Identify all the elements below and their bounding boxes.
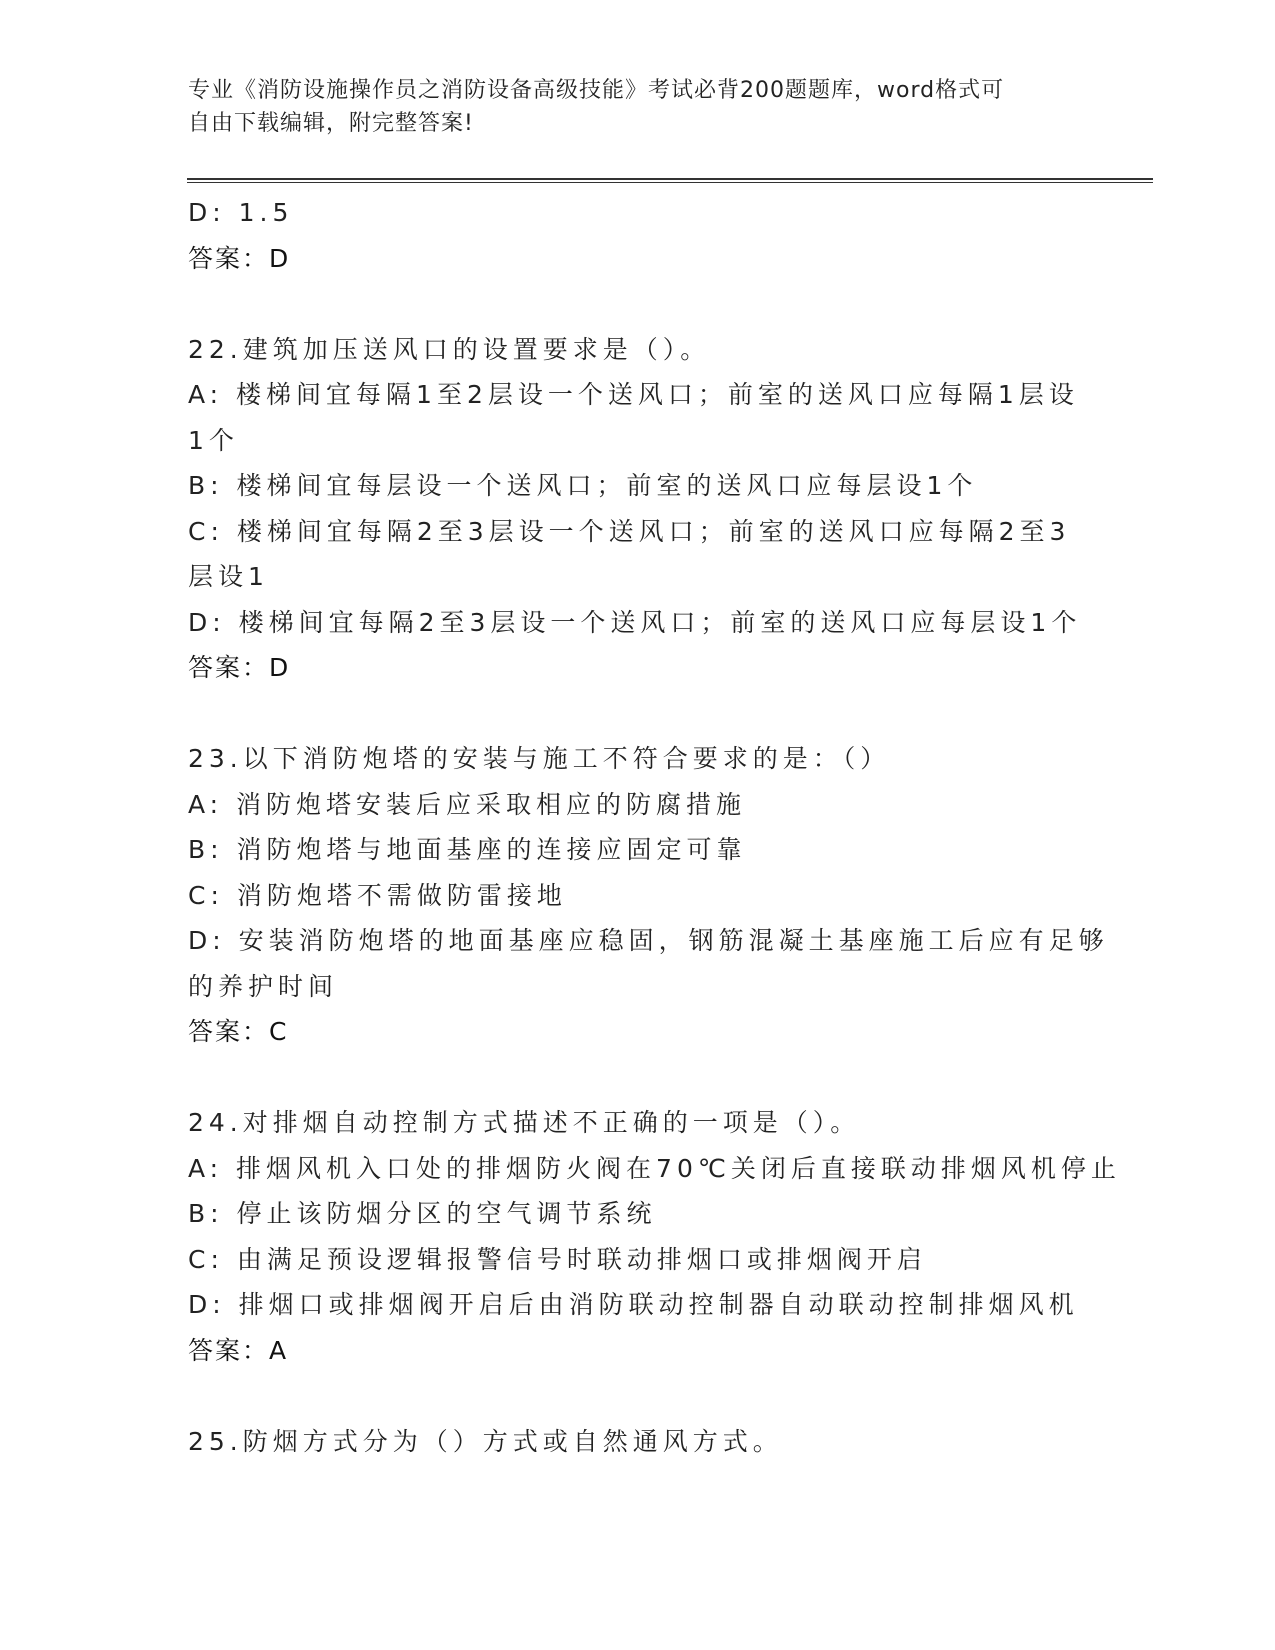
q22-option-c-cont: 层设1 (188, 562, 269, 591)
spacer (188, 1055, 1088, 1101)
page-header (188, 74, 1088, 140)
q21-option-d: D: 1.5 (188, 198, 294, 227)
q23-stem: 23.以下消防炮塔的安装与施工不符合要求的是：（） (188, 744, 891, 773)
q23-option-a: A: 消防炮塔安装后应采取相应的防腐措施 (188, 789, 747, 819)
q21-answer: 答案：D (188, 243, 291, 273)
spacer (188, 281, 1088, 327)
spacer (188, 691, 1088, 737)
q22-stem: 22.建筑加压送风口的设置要求是（）。 (188, 334, 711, 364)
q23-option-c: C: 消防炮塔不需做防雷接地 (188, 880, 567, 910)
q23-option-d: D: 安装消防炮塔的地面基座应稳固，钢筋混凝土基座施工后应有足够 (188, 926, 1109, 955)
q24-option-c: C: 由满足预设逻辑报警信号时联动排烟口或排烟阀开启 (188, 1244, 927, 1274)
q24-stem: 24.对排烟自动控制方式描述不正确的一项是（）。 (188, 1108, 861, 1137)
spacer (188, 1373, 1088, 1419)
q22-option-a: A: 楼梯间宜每隔1至2层设一个送风口；前室的送风口应每隔1层设 (188, 380, 1079, 409)
q22-option-c: C: 楼梯间宜每隔2至3层设一个送风口；前室的送风口应每隔2至3 (188, 516, 1071, 546)
q24-option-d: D: 排烟口或排烟阀开启后由消防联动控制器自动联动控制排烟风机 (188, 1290, 1079, 1319)
q24-answer: 答案：A (188, 1335, 289, 1365)
q22-answer: 答案：D (188, 653, 291, 682)
q22-option-d: D: 楼梯间宜每隔2至3层设一个送风口；前室的送风口应每层设1个 (188, 607, 1082, 637)
question-list (188, 190, 1121, 1464)
q24-option-b: B: 停止该防烟分区的空气调节系统 (188, 1199, 657, 1228)
q23-option-d-cont: 的养护时间 (188, 971, 339, 1001)
header-line-1: 专业《消防设施操作员之消防设备高级技能》考试必背200题题库，word格式可 (188, 78, 1005, 103)
q23-answer: 答案：C (188, 1017, 289, 1046)
q22-option-a-cont: 1个 (188, 425, 239, 455)
q23-option-b: B: 消防炮塔与地面基座的连接应固定可靠 (188, 835, 747, 864)
header-divider (187, 178, 1153, 183)
q22-option-b: B: 楼梯间宜每层设一个送风口；前室的送风口应每层设1个 (188, 471, 978, 500)
q24-option-a: A: 排烟风机入口处的排烟防火阀在70℃关闭后直接联动排烟风机停止 (188, 1153, 1121, 1183)
header-line-2: 自由下载编辑，附完整答案! (188, 111, 474, 136)
q25-stem: 25.防烟方式分为（）方式或自然通风方式。 (188, 1426, 783, 1456)
